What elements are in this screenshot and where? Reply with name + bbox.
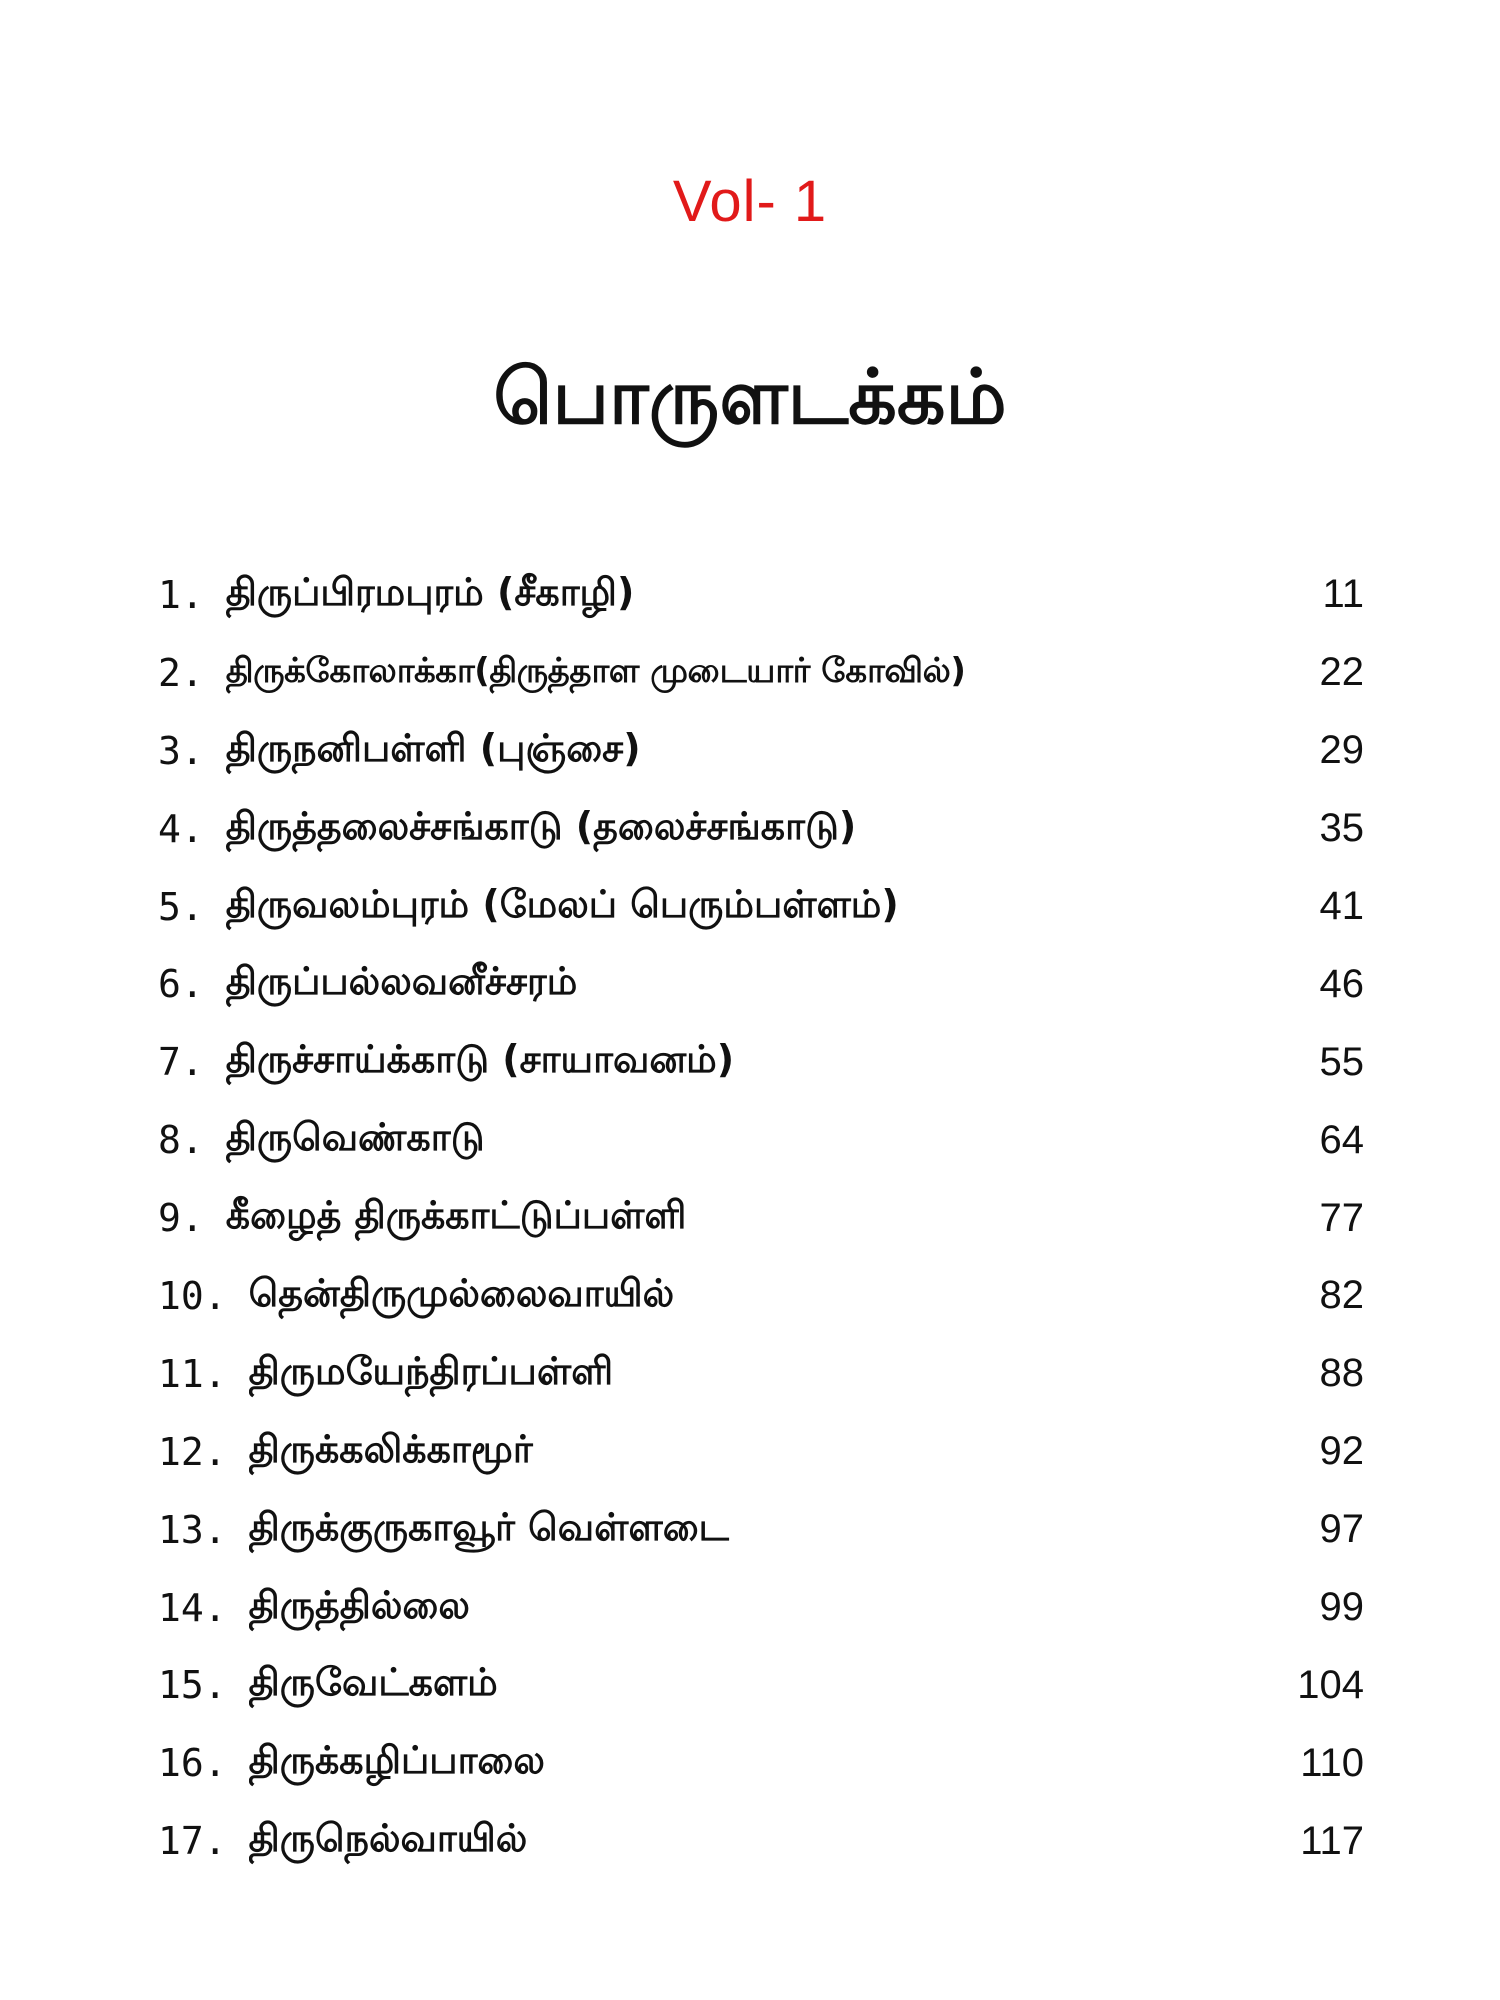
toc-entry	[158, 868, 1364, 946]
toc-entry	[158, 1023, 1364, 1101]
toc-entry	[158, 556, 1364, 634]
toc-entry-page-number: 29	[1319, 728, 1364, 773]
toc-entry-page-number: 104	[1297, 1662, 1364, 1707]
toc-entry-title: திருநனிபள்ளி (புஞ்சை)	[225, 725, 641, 770]
toc-entry-title: திருத்தலைச்சங்காடு (தலைச்சங்காடு)	[225, 803, 857, 848]
toc-entry-title: திருப்பிரமபுரம் (சீகாழி)	[225, 569, 635, 614]
toc-entry-number: 1.	[158, 572, 204, 617]
toc-entry	[158, 1179, 1364, 1257]
volume-label: Vol- 1	[672, 169, 828, 234]
toc-entry-number: 17.	[158, 1819, 227, 1864]
contents-heading: பொருளடக்கம்	[493, 352, 1007, 441]
toc-entry-page-number: 35	[1319, 806, 1364, 851]
toc-entry-title: திருத்தில்லை	[248, 1582, 470, 1627]
toc-entry-title: திருமயேந்திரப்பள்ளி	[248, 1348, 614, 1393]
toc-entry-page-number: 41	[1319, 884, 1364, 928]
toc-entry-title: திருவெண்காடு	[225, 1115, 485, 1160]
toc-entry-title: திருக்குருகாவூர் வெள்ளடை	[248, 1504, 729, 1549]
toc-entry-page-number: 117	[1300, 1818, 1364, 1863]
toc-entry-page-number: 82	[1319, 1273, 1364, 1318]
toc-entry	[158, 1491, 1364, 1569]
toc-entry-number: 4.	[158, 806, 204, 851]
toc-entry	[158, 1802, 1364, 1880]
toc-entry-number: 6.	[158, 962, 204, 1007]
toc-entry	[158, 1724, 1364, 1802]
toc-entry-title: திருவலம்புரம் (மேலப் பெரும்பள்ளம்)	[225, 881, 899, 926]
toc-entry-page-number: 22	[1319, 650, 1364, 695]
toc-entry-title: திருப்பல்லவனீச்சரம்	[225, 959, 578, 1004]
toc-entry-page-number: 92	[1319, 1429, 1364, 1474]
toc-entry	[158, 790, 1364, 868]
toc-entry-number: 16.	[158, 1741, 227, 1786]
toc-entry-number: 11.	[158, 1351, 227, 1396]
toc-entry	[158, 1335, 1364, 1413]
toc-entry-page-number: 46	[1319, 961, 1364, 1006]
toc-entry-title: திருக்கழிப்பாலை	[248, 1738, 545, 1783]
toc-entry-title: தென்திருமுல்லைவாயில்	[248, 1270, 675, 1315]
toc-entry-number: 8.	[158, 1118, 204, 1163]
toc-entry-page-number: 97	[1319, 1507, 1364, 1552]
toc-entry-number: 7.	[158, 1040, 204, 1085]
toc-entry-number: 13.	[158, 1507, 227, 1552]
toc-entry-page-number: 11	[1322, 572, 1364, 617]
toc-entry	[158, 1101, 1364, 1179]
toc-entry	[158, 712, 1364, 790]
toc-entry	[158, 1413, 1364, 1491]
toc-entry-page-number: 110	[1300, 1740, 1364, 1785]
table-of-contents	[158, 556, 1364, 1880]
toc-entry-number: 14.	[158, 1585, 227, 1630]
toc-entry-title: திருநெல்வாயில்	[248, 1816, 528, 1861]
toc-entry-page-number: 88	[1319, 1351, 1364, 1396]
toc-entry	[158, 945, 1364, 1023]
toc-entry-title: திருச்சாய்க்காடு (சாயாவனம்)	[225, 1037, 735, 1082]
toc-entry-number: 15.	[158, 1663, 227, 1708]
toc-entry-page-number: 77	[1319, 1195, 1364, 1240]
toc-entry	[158, 1257, 1364, 1335]
toc-entry-number: 2.	[158, 650, 204, 695]
toc-entry-title: திருக்கலிக்காமூர்	[248, 1426, 533, 1471]
toc-entry-page-number: 99	[1319, 1585, 1364, 1630]
toc-entry	[158, 634, 1364, 712]
toc-entry-page-number: 55	[1319, 1039, 1364, 1084]
toc-entry-number: 5.	[158, 884, 204, 929]
toc-entry-number: 12.	[158, 1429, 227, 1474]
toc-entry-title: திருவேட்களம்	[248, 1660, 498, 1705]
toc-entry	[158, 1569, 1364, 1647]
toc-entry	[158, 1646, 1364, 1724]
toc-entry-title: கீழைத் திருக்காட்டுப்பள்ளி	[225, 1193, 687, 1238]
toc-entry-title: திருக்கோலாக்கா(திருத்தாள முடையார் கோவில்)	[225, 650, 966, 691]
toc-entry-page-number: 64	[1319, 1117, 1364, 1162]
toc-entry-number: 3.	[158, 728, 204, 773]
toc-entry-number: 10.	[158, 1273, 227, 1318]
toc-entry-number: 9.	[158, 1196, 204, 1241]
